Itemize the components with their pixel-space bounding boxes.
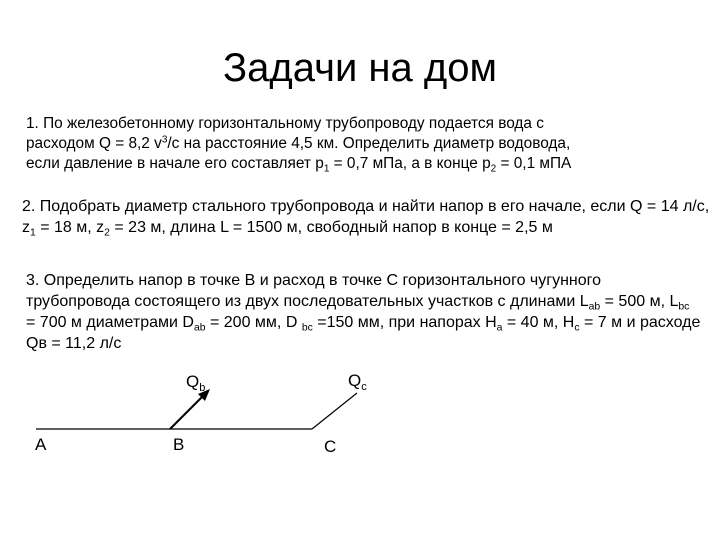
task-3-text: =150 мм, при напорах Н [312, 314, 497, 331]
task-2-text: 2. Подобрать диаметр стального трубопровода и найти напор в его начале, если Q = 14 л/с, z [22, 198, 710, 236]
cubic-superscript: 3 [161, 134, 168, 146]
qb-label [186, 372, 205, 394]
task-3-text: = 500 м, L [600, 293, 679, 310]
task-1-text: расходом Q = 8,2 v [26, 135, 162, 152]
page-title: Задачи на дом [223, 46, 497, 90]
task-1-text: = 0,1 мПА [496, 155, 572, 172]
qb-label-sub: b [199, 382, 206, 394]
task-1-text: /с на расстояние 4,5 км. Определить диаметр водовода, [167, 135, 571, 152]
task-3-text: = 200 мм, D [205, 314, 302, 331]
p2-subscript: 2 [490, 163, 497, 175]
p1-subscript: 1 [323, 163, 330, 175]
qc-label-main: Q [348, 371, 362, 390]
dab-subscript: ab [193, 322, 206, 334]
task-1-text: = 0,7 мПа, а в конце р [329, 155, 491, 172]
task-2-text: = 23 м, длина L = 1500 м, свободный напор в конце = 2,5 м [109, 219, 553, 236]
ha-subscript: a [496, 322, 503, 334]
qb-label-main: Q [186, 372, 200, 391]
task-1-text: если давление в начале его составляет р [26, 155, 324, 172]
qb-branch-line [170, 392, 207, 429]
task-1-line-1: 1. По железобетонному горизонтальному трубопроводу подается вода с [26, 115, 544, 132]
point-a-label: A [35, 435, 47, 454]
point-c-label: C [324, 437, 337, 456]
z2-subscript: 2 [104, 227, 110, 239]
task-3-text: = 40 м, Н [502, 314, 575, 331]
lbc-subscript: bc [678, 301, 690, 313]
z1-subscript: 1 [30, 227, 36, 239]
qc-branch-line [312, 393, 357, 429]
task-3-text: = 7 м и расходе Qв = 11,2 л/с [26, 314, 701, 352]
dbc-subscript: bc [301, 322, 313, 334]
hc-subscript: c [574, 322, 580, 334]
task-3-text: = 700 м диаметрами D [26, 314, 194, 331]
task-2-text: = 18 м, z [35, 219, 105, 236]
qc-label [348, 371, 367, 393]
point-b-label: B [173, 435, 185, 454]
lab-subscript: ab [588, 301, 601, 313]
task-3-text: 3. Определить напор в точке В и расход в точке С горизонтального чугунного трубопровода состоящего из двух последовательных участков с длинами L [26, 272, 602, 310]
qc-label-sub: c [361, 381, 367, 393]
